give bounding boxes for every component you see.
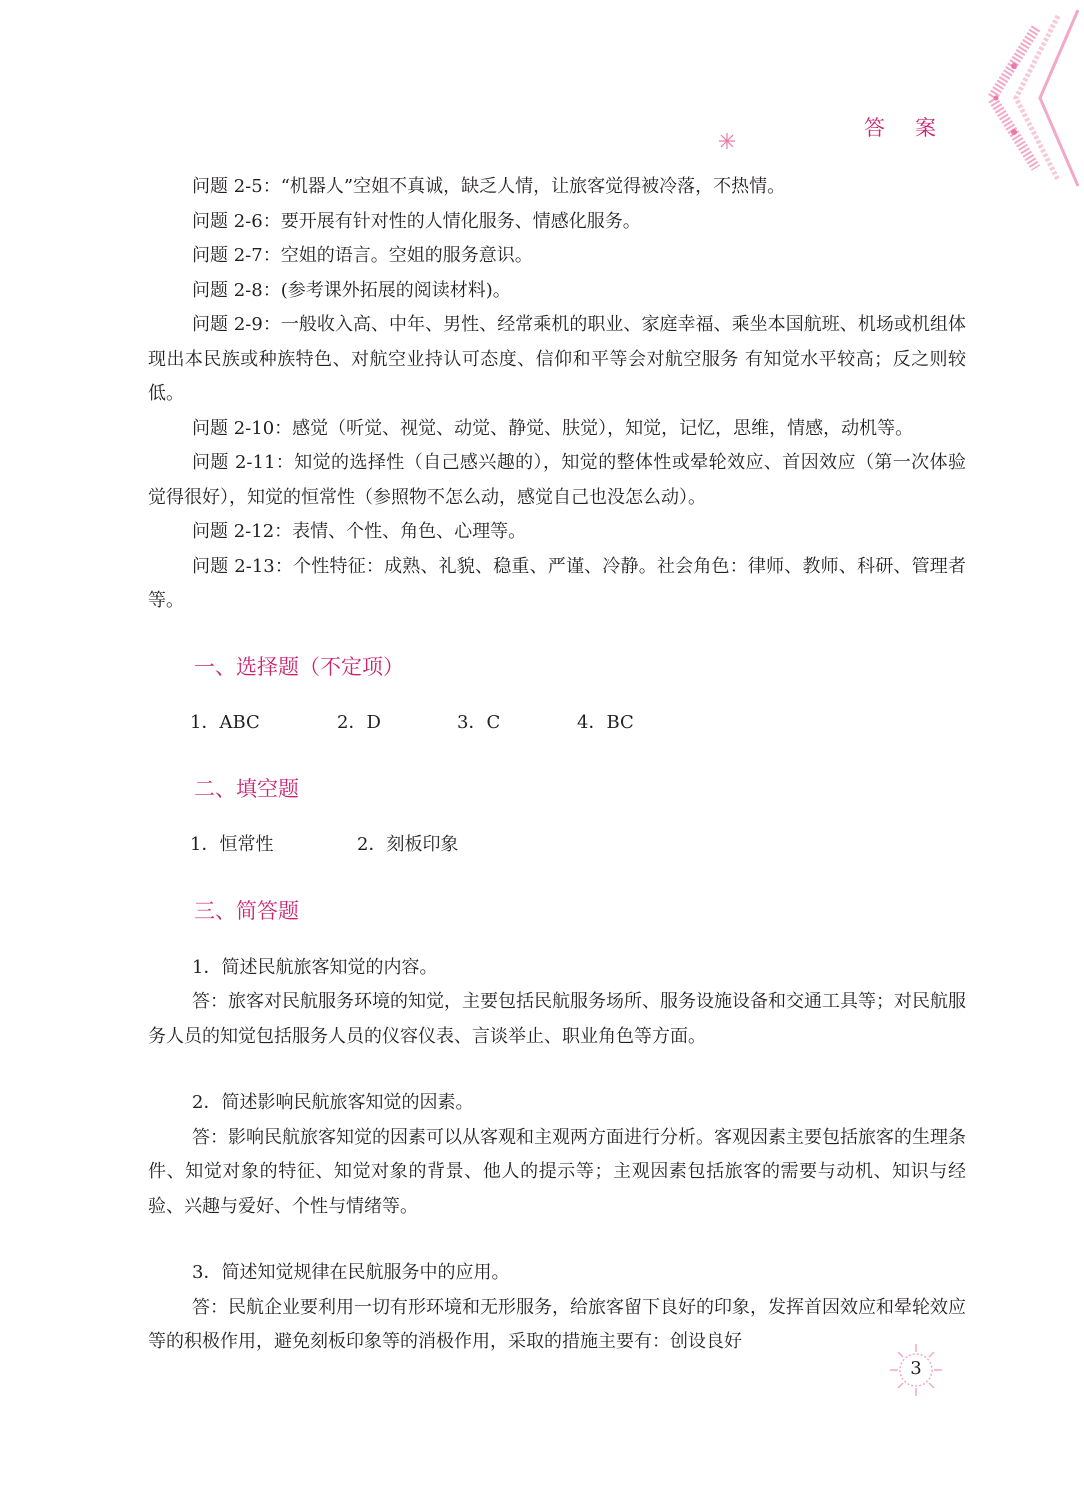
sparkle-icon	[718, 132, 736, 150]
fill-answer-1: 1．恒常性	[190, 833, 274, 855]
section-title-fill: 二、填空题	[194, 776, 299, 801]
choice-answer-4: 4．BC	[577, 711, 634, 733]
section-title-choice: 一、选择题（不定项）	[194, 654, 404, 679]
problem-2-12: 问题 2-12：表情、个性、角色、心理等。	[192, 521, 527, 542]
choice-answer-3: 3．C	[457, 711, 501, 733]
section-title-short: 三、简答题	[194, 898, 299, 923]
choice-answer-2: 2．D	[337, 711, 381, 733]
short-question-2: 2．简述影响民航旅客知觉的因素。	[192, 1092, 474, 1113]
problem-2-9: 问题 2-9：一般收入高、中年、男性、经常乘机的职业、家庭幸福、乘坐本国航班、机场或机组体现出本民族或种族特色、对航空业持认可态度、信仰和平等会对航空服务 有知觉水平较高；反之则较低。	[148, 314, 966, 404]
content	[148, 170, 966, 1360]
problem-2-5: 问题 2-5：“机器人”空姐不真诚，缺乏人情，让旅客觉得被冷落，不热情。	[192, 176, 786, 197]
problem-2-8: 问题 2-8：(参考课外拓展的阅读材料)。	[192, 279, 511, 301]
header-title: 答案	[864, 116, 966, 140]
short-question-1: 1．简述民航旅客知觉的内容。	[192, 956, 438, 978]
problem-2-13: 问题 2-13：个性特征：成熟、礼貌、稳重、严谨、冷静。社会角色：律师、教师、科研、管理者等。	[148, 555, 966, 611]
choice-answer-1: 1．ABC	[190, 711, 260, 733]
fill-answer-2: 2．刻板印象	[357, 833, 459, 855]
problem-2-7: 问题 2-7：空姐的语言。空姐的服务意识。	[192, 245, 533, 266]
page-number: 3	[910, 1358, 922, 1379]
page-number-badge	[886, 1340, 946, 1400]
short-answer-1: 答：旅客对民航服务环境的知觉，主要包括民航服务场所、服务设施设备和交通工具等；对民航服务人员的知觉包括服务人员的仪容仪表、言谈举止、职业角色等方面。	[148, 991, 966, 1047]
problem-2-10: 问题 2-10：感觉（听觉、视觉、动觉、静觉、肤觉），知觉，记忆，思维，情感，动机等。	[192, 417, 914, 439]
corner-ornament	[974, 0, 1084, 190]
problem-2-11: 问题 2-11：知觉的选择性（自己感兴趣的），知觉的整体性或晕轮效应、首因效应（第一次体验觉得很好），知觉的恒常性（参照物不怎么动，感觉自己也没怎么动）。	[148, 452, 966, 508]
short-answer-2: 答：影响民航旅客知觉的因素可以从客观和主观两方面进行分析。客观因素主要包括旅客的生理条件、知觉对象的特征、知觉对象的背景、他人的提示等；主观因素包括旅客的需要与动机、知识与经验、兴趣与爱好、个性与情绪等。	[148, 1126, 966, 1217]
choice-answers	[190, 705, 966, 741]
short-question-3: 3．简述知觉规律在民航服务中的应用。	[192, 1262, 510, 1283]
problem-2-6: 问题 2-6：要开展有针对性的人情化服务、情感化服务。	[192, 210, 641, 232]
fill-answers	[190, 827, 966, 863]
short-answer-3: 答：民航企业要利用一切有形环境和无形服务，给旅客留下良好的印象，发挥首因效应和晕轮效应等的积极作用，避免刻板印象等的消极作用，采取的措施主要有：创设良好	[148, 1296, 966, 1352]
